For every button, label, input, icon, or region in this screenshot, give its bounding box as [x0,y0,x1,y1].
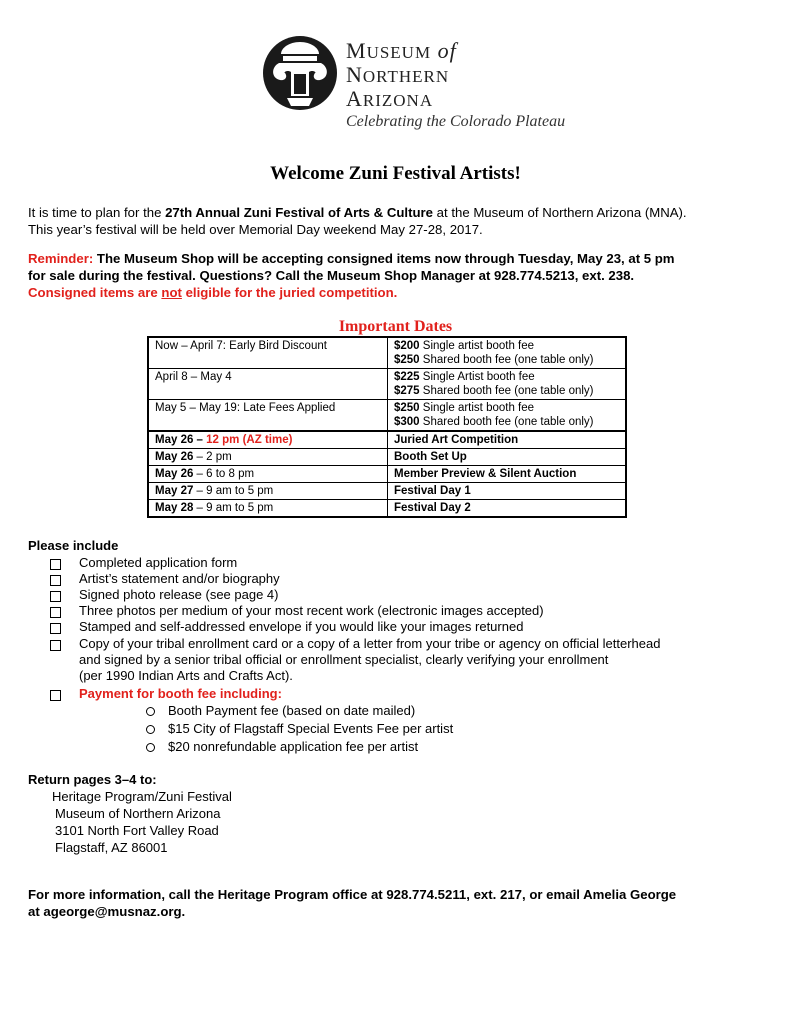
checkbox-icon[interactable] [50,623,61,634]
table-row: May 26 – 2 pm Booth Set Up [148,449,626,466]
checkbox-icon[interactable] [50,575,61,586]
reminder-paragraph: Reminder: The Museum Shop will be accepting consigned items now through Tuesday, May 23, at 5 pm for sale during the festival. Questions? Call the Museum Shop Manager at 928.774.5213, ext. 238. Consigned items are not eligible for the juried competition. [28,251,675,300]
table-row: May 5 – May 19: Late Fees Applied $250 Single artist booth fee $300 Shared booth fee (one table only) [148,400,626,432]
bullet-circle-icon [146,725,155,734]
sub-list-item: $15 City of Flagstaff Special Events Fee per artist [146,721,453,736]
checkbox-icon[interactable] [50,607,61,618]
checkbox-icon[interactable] [50,690,61,701]
intro-paragraph: It is time to plan for the 27th Annual Zuni Festival of Arts & Culture at the Museum of Northern Arizona (MNA). This year’s festival will be held over Memorial Day weekend May 27-28, 2017. [28,205,687,237]
table-row: May 28 – 9 am to 5 pm Festival Day 2 [148,500,626,518]
list-item: Copy of your tribal enrollment card or a copy of a letter from your tribe or agency on official letterhead and signed by a senior tribal official or enrollment specialist, clearly verifying your enrollment (per 1990 Indian Arts and Crafts Act). [50,636,740,684]
checkbox-icon[interactable] [50,640,61,651]
important-dates-table [147,336,627,518]
checkbox-icon[interactable] [50,591,61,602]
museum-logo-icon [261,34,339,112]
bullet-circle-icon [146,707,155,716]
return-heading: Return pages 3–4 to: [28,772,157,787]
list-item: Signed photo release (see page 4) [50,587,740,603]
table-row: Now – April 7: Early Bird Discount $200 Single artist booth fee $250 Shared booth fee (one table only) [148,337,626,369]
sub-list-item: Booth Payment fee (based on date mailed) [146,703,415,718]
table-row: May 26 – 6 to 8 pm Member Preview & Silent Auction [148,466,626,483]
list-item: Three photos per medium of your most recent work (electronic images accepted) [50,603,740,619]
list-item-payment: Payment for booth fee including: [50,686,740,702]
logo-line-arizona: ARIZONA [346,86,434,111]
checkbox-icon[interactable] [50,559,61,570]
list-item: Completed application form [50,555,740,571]
logo-tagline: Celebrating the Colorado Plateau [346,113,566,130]
logo-line-northern: NORTHERN [346,62,450,87]
table-row: May 27 – 9 am to 5 pm Festival Day 1 [148,483,626,500]
sub-list-item: $20 nonrefundable application fee per artist [146,739,418,754]
table-row: May 26 – 12 pm (AZ time) Juried Art Competition [148,431,626,449]
please-include-heading: Please include [28,538,119,553]
address-block: Heritage Program/Zuni Festival Museum of Northern Arizona 3101 North Fort Valley Road Flagstaff, AZ 86001 [52,789,232,855]
list-item: Stamped and self-addressed envelope if you would like your images returned [50,619,740,635]
list-item: Artist’s statement and/or biography [50,571,740,587]
page-title: Welcome Zuni Festival Artists! [270,163,521,184]
footer-info: For more information, call the Heritage Program office at 928.774.5211, ext. 217, or email Amelia George at ageorge@musnaz.org. [28,887,677,919]
bullet-circle-icon [146,743,155,752]
important-dates-title: Important Dates [338,318,453,335]
logo-line-museum: MUSEUM of [346,38,457,63]
table-row: April 8 – May 4 $225 Single Artist booth fee $275 Shared booth fee (one table only) [148,369,626,400]
